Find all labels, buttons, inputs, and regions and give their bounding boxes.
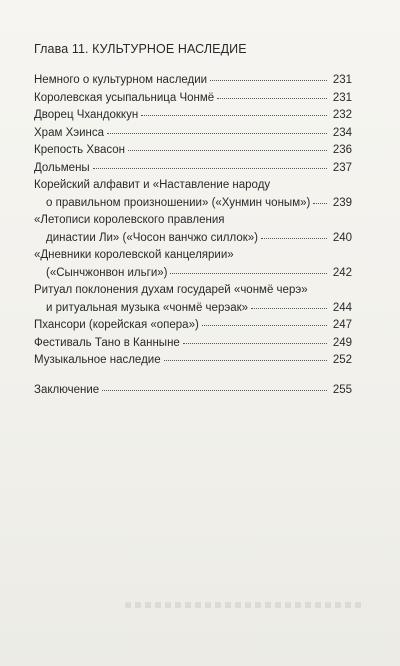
toc-entry [34, 125, 352, 143]
toc-entry [34, 335, 352, 353]
toc-entry-title: и ритуальная музыка «чонмё черэак» [46, 301, 249, 314]
toc-line [34, 212, 352, 230]
toc-line [34, 195, 352, 213]
toc-entry-conclusion [34, 382, 352, 400]
toc-line [34, 317, 352, 335]
toc-page-number: 240 [332, 231, 352, 244]
toc-entry-title: Крепость Хвасон [34, 144, 125, 156]
toc-line [34, 247, 352, 265]
toc-entry [34, 212, 352, 247]
toc-page-number: 232 [332, 109, 352, 121]
toc-entry-title: Королевская усыпальница Чонмё [34, 91, 215, 104]
dot-leader [170, 272, 327, 274]
toc-line [34, 300, 352, 318]
toc-entry-title: «Летописи королевского правления [34, 214, 225, 226]
dot-leader [183, 342, 327, 344]
toc-page-number: 252 [332, 354, 352, 366]
toc-entry-title: Дольмены [34, 161, 90, 174]
toc-entries [34, 72, 352, 370]
toc-entry [34, 160, 352, 178]
toc-entry [34, 72, 352, 90]
toc-entry [34, 142, 352, 160]
toc-entry-title: о правильном произношении» («Хунмин чоным») [46, 196, 311, 209]
bleed-through-text [125, 602, 365, 608]
toc-page-number: 255 [332, 383, 352, 396]
toc-page-number: 244 [332, 301, 352, 314]
toc-entry-title: Заключение [34, 383, 100, 396]
toc-line [34, 352, 352, 370]
dot-leader [217, 97, 327, 99]
toc-entry [34, 90, 352, 108]
section-spacer [34, 370, 352, 382]
dot-leader [102, 389, 327, 391]
toc-page-number: 231 [332, 91, 352, 104]
toc-entry-title: Корейский алфавит и «Наставление народу [34, 179, 271, 191]
toc-entry [34, 352, 352, 370]
toc-line [34, 107, 352, 125]
toc-line [34, 230, 352, 248]
toc-entry [34, 282, 352, 317]
toc-page-number: 247 [332, 319, 352, 331]
dot-leader [141, 114, 327, 116]
toc-line [34, 90, 352, 108]
toc-page-number: 231 [332, 74, 352, 86]
dot-leader [313, 202, 327, 204]
toc-line [34, 142, 352, 160]
toc-line [34, 125, 352, 143]
toc-page-number: 237 [332, 161, 352, 174]
toc-page-number: 249 [332, 336, 352, 349]
toc-entry-title: Музыкальное наследие [34, 354, 161, 366]
dot-leader [210, 79, 327, 81]
dot-leader [261, 237, 327, 239]
dot-leader [107, 132, 327, 134]
dot-leader [202, 324, 327, 326]
dot-leader [164, 359, 327, 361]
toc-entry-title: Ритуал поклонения духам государей «чонмё черэ» [34, 284, 308, 296]
toc-line [34, 335, 352, 353]
dot-leader [128, 149, 327, 151]
toc-entry-title: («Сынчжонвон ильги») [46, 266, 168, 279]
dot-leader [251, 307, 327, 309]
toc-line [34, 160, 352, 178]
dot-leader [93, 167, 327, 169]
toc-entry [34, 177, 352, 212]
toc-page-number: 239 [332, 196, 352, 209]
toc-line [34, 72, 352, 90]
toc-entry [34, 107, 352, 125]
toc-entry-title: Дворец Чхандоккун [34, 109, 139, 121]
toc-entry [34, 317, 352, 335]
toc-entry-title: Пхансори (корейская «опера») [34, 319, 199, 331]
toc-entry [34, 247, 352, 282]
toc-page-number: 234 [332, 126, 352, 139]
toc-entry-title: Фестиваль Тано в Канныне [34, 336, 180, 349]
toc-entry-title: Храм Хэинса [34, 126, 105, 139]
toc-line [34, 177, 352, 195]
table-of-contents [34, 72, 352, 399]
toc-line [34, 382, 352, 400]
toc-line [34, 282, 352, 300]
toc-entry-title: Немного о культурном наследии [34, 74, 208, 86]
toc-entry-title: династии Ли» («Чосон ванчжо силлок») [46, 231, 258, 244]
chapter-title: Глава 11. КУЛЬТУРНОЕ НАСЛЕДИЕ [34, 42, 247, 56]
toc-page-number: 236 [332, 144, 352, 156]
toc-entry-title: «Дневники королевской канцелярии» [34, 249, 234, 261]
toc-page-number: 242 [332, 266, 352, 279]
toc-line [34, 265, 352, 283]
